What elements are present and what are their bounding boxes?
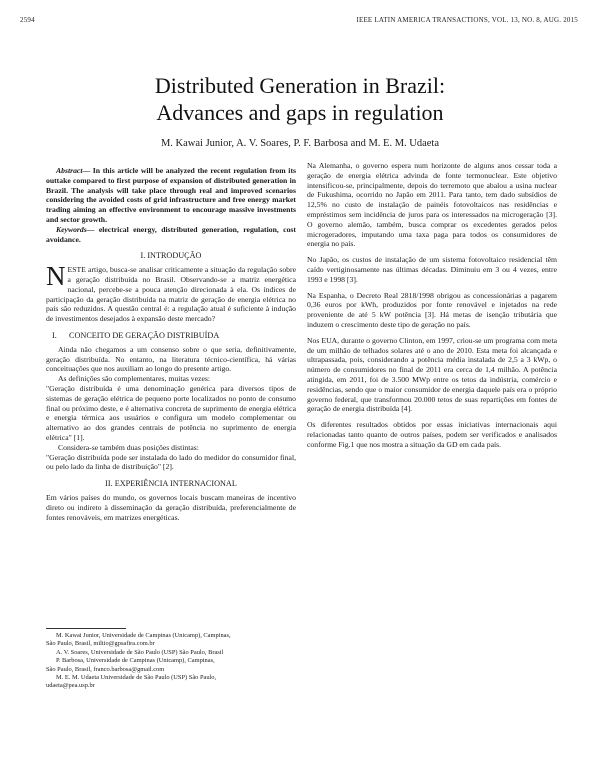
results-paragraph: Os diferentes resultados obtidos por essas iniciativas internacionais aqui relacionadas tanto quanto de outros países, podem ser verificados e analisados conforme Fig.1 que nos mostra a situação da GD em cada país. (307, 420, 557, 449)
japan-paragraph: No Japão, os custos de instalação de um sistema fotovoltaico residencial têm caído vertiginosamente nas últimas décadas. Diminuiu em 3 ou 4 vezes, entre 1993 e 1998 [3]. (307, 255, 557, 284)
footnote-line: São Paulo, Brasil, miltio@gpsafira.com.br (46, 640, 155, 648)
running-header: IEEE LATIN AMERICA TRANSACTIONS, VOL. 13, NO. 8, AUG. 2015 (356, 16, 578, 24)
drop-cap: N (46, 261, 66, 292)
abstract (46, 166, 296, 225)
author-list: M. Kawai Junior, A. V. Soares, P. F. Barbosa and M. E. M. Udaeta (160, 138, 440, 149)
concept-paragraph-1: Ainda não chegamos a um consenso sobre o que seria, definitivamente, geração distribuída. No entanto, na literatura técnico-científica, há várias conceituações que nos auxiliam ao longo do presente artigo. (46, 344, 296, 374)
section-heading-introduction: I. INTRODUÇÃO (140, 251, 202, 261)
section-heading-concept: I. CONCEITO DE GERAÇÃO DISTRIBUÍDA (52, 330, 220, 340)
keywords-label: Keywords— (56, 224, 95, 234)
germany-paragraph: Na Alemanha, o governo espera num horizonte de alguns anos cessar toda a geração de energia elétrica advinda de fonte termonuclear. Este objetivo intensificou-se, principalmente, depois do terremoto que abalou a usina nuclear de Fukushima, ocorrido no Japão em 2011. Para tanto, tem dado subsídios de 12,5% no custo de instalação de painéis fotovoltaicos nas residências e empréstimos sem incidência de juros para os interessados na microgeração [3]. O governo alemão, também, busca comprar os excedentes gerados pelos microgeradores, imputando uma taxa paga para todos os consumidores de energia no país. (307, 161, 557, 249)
footnote-line: M. E. M. Udaeta Universidade de São Paulo (USP) São Paulo, (56, 674, 217, 682)
keywords (46, 225, 296, 245)
left-column (46, 166, 296, 522)
page-number: 2594 (20, 16, 35, 24)
footnotes (46, 632, 296, 691)
concept-quote-2: "Geração distribuída pode ser instalada do lado do medidor do consumidor final, ou pelo lado da linha de distribuição" [2]. (46, 452, 296, 472)
footnote-line: A. V. Soares, Universidade de São Paulo (USP) São Paulo, Brasil (56, 648, 224, 656)
international-paragraph-1: Em vários países do mundo, os governos locais buscam maneiras de incentivo direto ou indireto à disseminação da geração distribuída, preferencialmente de fontes renováveis, em matrizes energéticas. (46, 492, 296, 522)
footnote-line: São Paulo, Brasil, franco.barbosa@gmail.com (46, 665, 165, 673)
title-line-2: Advances and gaps in regulation (156, 100, 444, 125)
usa-paragraph: Nos EUA, durante o governo Clinton, em 1997, criou-se um programa com meta de um milhão de telhados solares até o ano de 2010. Esta meta foi alcançada e ultrapassada, pois, considerando a potência média instalada de 2,5 a 3 kWp, o número de consumidores no final de 2011 era cerca de 1,4 milhão. A potência atingida, em 2011, foi de 3.500 MWp entre os tetos da indústria, comércio e residências, sendo que o maior consumidor de energia daquele país era o próprio governo federal, que transformou 20.000 tetos de suas repartições em fontes de geração de energia distribuída [4]. (307, 335, 557, 414)
concept-paragraph-2: As definições são complementares, muitas vezes: (58, 374, 210, 384)
keywords-text: electrical energy, distributed generation, regulation, cost avoidance. (46, 224, 296, 244)
abstract-label: Abstract— (56, 166, 91, 175)
intro-paragraph (46, 261, 296, 324)
concept-paragraph-3: Considera-se também duas posições distintas: (58, 442, 199, 452)
intro-text: ESTE artigo, busca-se analisar criticamente a situação da regulação sobre a geração distribuída no Brasil. Observando-se a matriz energética nacional, percebe-se a pouca atenção direcionada à ela. Os índices de participação da geração distribuída na matriz de geração de energia elétrica no país são reduzidos. A questão central é: a regulação atual é suficiente à indução de investimentos desejados à expansão deste mercado? (46, 265, 296, 324)
footnote-line: M. Kawai Junior, Universidade de Campinas (Unicamp), Campinas, (56, 632, 231, 639)
footnote-rule (46, 628, 126, 629)
abstract-text: In this article will be analyzed the recent regulation from its outtake compared to first purpose of expansion of distributed generation in Brazil. The analysis will take place through real and improved scenarios considering the avoided costs of grid infrastructure and free energy market trading aiming an effective environment to encourage massive investments and sector growth. (46, 166, 296, 224)
right-column (307, 161, 557, 450)
section-heading-international: II. EXPERIÊNCIA INTERNACIONAL (105, 479, 237, 489)
paper-title (0, 72, 600, 126)
title-line-1: Distributed Generation in Brazil: (154, 73, 446, 98)
footnote-line: udaeta@pea.usp.br (46, 682, 95, 690)
concept-quote-1: "Geração distribuída é uma denominação genérica para diversos tipos de sistemas de geração elétrica de pequeno porte localizados no ponto de consumo final ou próximo deste, e é alternativa concreta de suprimento de energia elétrica e energia térmica aos usuários e configura um modelo complementar ou alternativo ao dos grandes centrais de potência no suprimento de energia elétrica" [1]. (46, 383, 296, 442)
spain-paragraph: Na Espanha, o Decreto Real 2818/1998 obrigou as concessionárias a pagarem 0,36 euros por kWh, produzidos por fonte renovável e injetados na rede proveniente de até 5 kW potência [3]. Há metas de isenção tributária que induzem o crescimento deste tipo de geração no país. (307, 290, 557, 329)
footnote-line: P. Barbosa, Universidade de Campinas (Unicamp), Campinas, (56, 657, 215, 665)
